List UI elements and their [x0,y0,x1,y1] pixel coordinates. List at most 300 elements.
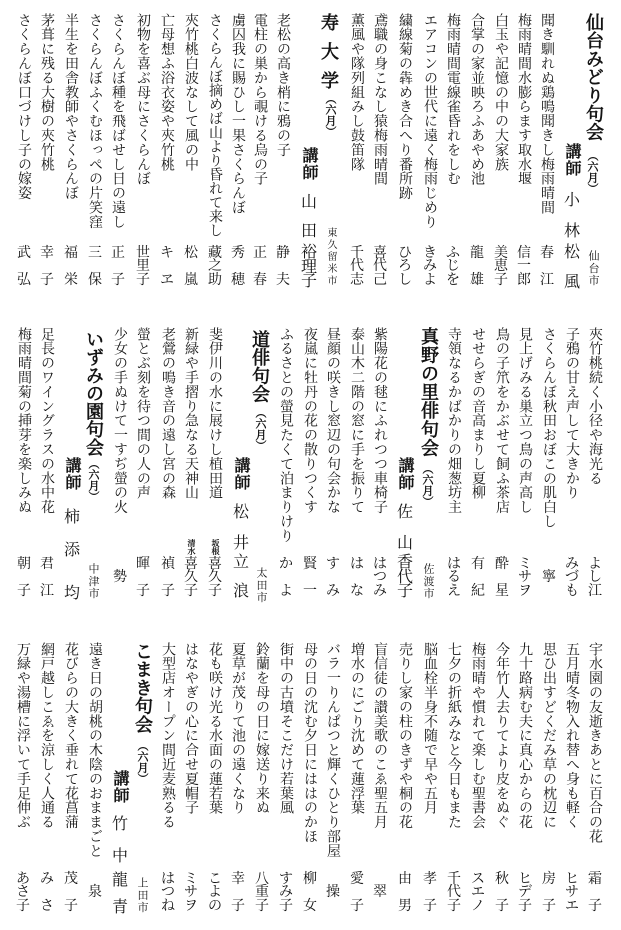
author-surname-prefix: 坂根 [211,539,220,555]
name-char: 代 [397,566,414,586]
haiku-author [39,558,55,598]
haiku-author [63,247,79,287]
name-char: ヲ [518,582,532,599]
name-char: 三 [88,245,102,261]
haiku-text: 万緑や湯槽に浮いて手足伸ぶ [15,642,31,830]
name-char: は [350,556,364,572]
name-char: 子 [350,897,364,914]
haiku-text: 電柱の巣から覗ける烏の子 [252,13,268,186]
haiku-entry [422,642,438,914]
haiku-author [325,873,341,913]
name-char: 朝 [17,556,31,572]
name-char: 志 [350,271,364,288]
name-char: 裕 [301,242,318,261]
band-bottom [0,642,621,916]
haiku-author [254,873,270,913]
name-char: 千 [447,871,461,887]
name-char: ノ [471,897,485,914]
name-char: し [588,569,602,586]
city-name: 太田市 [255,567,268,604]
name-char: 青 [112,897,129,916]
haiku-text: 宇水園の友逝きあとに百合の花 [587,642,603,844]
name-char: 山 [397,533,414,552]
haiku-text: さくらんぼふくむほっぺの片笑窪 [87,13,103,229]
haiku-entry [183,642,199,914]
name-char: 泉 [88,884,102,901]
name-char: 幸 [231,871,245,887]
name-char: 浪 [233,581,250,600]
lecturer-surname [233,502,250,552]
haiku-entry [278,642,294,914]
name-char: す [279,871,293,887]
haiku-text: 花も咲け光る水面の蓮若葉 [207,642,223,815]
haiku-entry [207,642,223,914]
haiku-author [230,247,246,287]
haiku-author [183,247,199,287]
name-char: 弘 [17,271,31,288]
name-char: 有 [471,556,485,572]
haiku-entry [516,13,532,288]
haiku-text: 虜囚我に賜ひし一果さくらんぼ [230,13,246,215]
name-char: 一 [517,258,531,275]
name-char: 茂 [64,871,78,887]
name-char: 操 [326,884,340,901]
haiku-author [278,558,294,598]
haiku-entry [517,327,533,599]
haiku-text: 繍線菊の犇めき合へり番所跡 [397,13,413,201]
name-char: 重 [255,884,269,901]
name-char: は [373,556,387,572]
haiku-entry [183,327,199,599]
haiku-entry [564,642,580,914]
haiku-author [160,558,176,598]
name-char: 寧 [542,569,556,586]
name-char: 小 [564,190,581,209]
name-char: 愛 [350,871,364,887]
section-month: （六月） [421,463,434,507]
haiku-author [517,558,533,598]
haiku-author [87,873,103,913]
haiku-text: 梅雨晴間菊の挿芽を楽しみぬ [16,327,32,515]
haiku-author [372,247,388,287]
name-char: 久 [184,569,198,586]
name-char: 郎 [517,271,531,288]
haiku-entry [160,327,176,599]
haiku-entry [252,13,268,288]
haiku-text: 茅葺に残る大樹の夾竹桃 [39,13,55,172]
author-surname-prefix: 清水 [187,539,196,555]
name-char: み [279,884,293,901]
name-char: は [161,871,175,887]
lecturer-label: 講師 [111,770,130,804]
haiku-author [539,247,555,287]
name-char: 男 [398,897,412,914]
haiku-entry [372,642,388,901]
name-char: 女 [303,897,317,914]
haiku-author [446,558,462,598]
lecturer-surname [564,190,581,240]
haiku-entry [446,327,462,599]
haiku-entry [63,13,79,288]
name-char: は [447,556,461,572]
haiku-author [112,558,128,598]
haiku-author [470,873,486,913]
haiku-author [16,558,32,598]
haiku-text: 街中の古墳そこだけ若葉風 [278,642,294,815]
haiku-author [422,247,438,287]
haiku-author [349,247,365,287]
haiku-author [517,873,533,913]
lecturer-given-name [112,870,129,916]
haiku-author [207,247,223,287]
haiku-author [349,873,365,913]
name-char: 霜 [588,871,602,887]
haiku-entry [422,13,438,288]
name-char: る [447,569,461,586]
haiku-text: さくらんぼ口づけし子の嫁姿 [16,13,32,201]
haiku-text: 梅雨晴間水膨らます取水堰 [516,13,532,186]
haiku-entry [87,13,103,288]
name-char: よ [423,271,437,288]
haiku-entry [541,642,557,914]
name-char: 子 [447,897,461,914]
haiku-entry [397,13,413,288]
haiku-entry [445,13,461,288]
name-char: み [326,582,340,599]
name-char: 房 [542,871,556,887]
name-char: エ [565,897,579,914]
haiku-text: 泰山木二階の窓に手を振りて [349,327,365,515]
haiku-author [183,558,199,598]
haiku-entry [87,642,103,901]
haiku-text: ふるさとの螢見たくて泊まりけり [278,327,294,543]
name-char: ヲ [184,897,198,914]
name-char: 江 [588,582,602,599]
name-char: あ [16,871,30,887]
haiku-author [422,873,438,913]
haiku-entry [397,642,413,914]
haiku-author [587,873,603,913]
name-char: よ [208,884,222,901]
name-char: 柿 [64,507,81,526]
name-char: 孝 [423,871,437,887]
haiku-author [135,247,151,287]
name-char: 由 [398,871,412,887]
name-char: 世 [136,245,150,261]
name-char: 正 [111,245,125,261]
name-char: 江 [540,271,554,288]
name-char: み [423,258,437,275]
name-char: 代 [373,258,387,275]
section-month: （六月） [586,150,599,194]
name-char: 己 [373,271,387,288]
name-char: ろ [398,258,412,275]
name-char: 藏 [208,245,222,261]
name-char: 江 [40,582,54,599]
name-char: づ [565,569,579,586]
name-char: 代 [350,258,364,275]
haiku-text: 老鶯の鳴き音の遠し宮の森 [160,327,176,500]
haiku-text: 梅雨晴間電線雀昏れをしむ [445,13,461,186]
haiku-text: 合掌の家並映ろふあやめ池 [469,13,485,186]
name-char: 理 [301,256,318,276]
name-char: 子 [17,582,31,599]
name-char: ふ [446,245,460,261]
haiku-author [587,558,603,598]
name-char: 喜 [208,556,222,572]
haiku-text: 鳥の子笊をかぶせて飼ふ茶店 [494,327,510,515]
city-name: 東久留米市 [325,227,336,287]
haiku-entry [16,13,32,288]
name-char: サ [184,884,198,901]
name-char: 武 [17,245,31,261]
haiku-entry [302,642,318,914]
haiku-entry [278,327,294,599]
haiku-author [159,247,175,287]
name-char: 賢 [303,556,317,572]
name-char: 八 [255,871,269,887]
haiku-entry [39,642,55,914]
name-char: え [447,582,461,599]
haiku-author [87,247,103,287]
haiku-text: 七夕の折紙みなと今日もまた [446,642,462,830]
name-char: ヱ [160,271,174,288]
band-top [0,13,621,291]
name-char: 子 [255,897,269,914]
name-char: き [423,245,437,261]
name-char: 喜 [184,556,198,572]
haiku-entry [135,327,151,599]
name-char: を [446,271,460,288]
haiku-entry [564,327,580,599]
name-char: 子 [518,897,532,914]
haiku-text: 昼顔の咲きし窓辺の句会かな [325,327,341,515]
city-name: 仙台市 [587,250,600,287]
haiku-author [493,247,509,287]
haiku-text: 五月晴冬物入れ替へ身も軽く [564,642,580,830]
haiku-entry [63,642,79,914]
name-char: 子 [64,897,78,914]
name-char: 子 [161,582,175,599]
name-char: こ [208,871,222,887]
name-char: 夫 [276,271,290,288]
haiku-entry [587,327,603,599]
haiku-text: 初物を喜ぶ母にさくらんぼ [135,13,151,186]
haiku-text: 紫陽花の毬にふれつつ車椅子 [372,327,388,515]
name-char: 代 [447,884,461,901]
lecturer-given-name [64,555,80,600]
name-char: 井 [233,533,250,552]
section-title: いずみの園句会 [83,330,104,456]
haiku-text: 半生を田舎教師やさくらんぼ [63,13,79,201]
name-char: 松 [184,245,198,261]
haiku-entry [207,13,223,288]
haiku-text: せせらぎの音高まりし夏柳 [470,327,486,500]
haiku-author [183,873,199,913]
name-char: 子 [136,271,150,288]
haiku-text: 増水のにごり沈めて蓮浮葉 [349,642,365,815]
haiku-author [564,873,580,913]
haiku-text: 盲信徒の讃美歌のこゑ聖五月 [372,642,388,830]
haiku-text: 母の日の沈む夕日にははのかほ [302,642,318,844]
haiku-text: 夏草が茂りて池の遠くなり [230,642,246,815]
haiku-text: 老松の高き梢に鴉の子 [275,13,291,157]
name-char: ミ [184,871,198,887]
haiku-author [397,247,413,287]
section-month: （六月） [324,93,337,137]
haiku-author [446,873,462,913]
haiku-entry [302,327,318,599]
haiku-entry [493,13,509,288]
haiku-entry [325,642,341,901]
haiku-text: 網戸越しこゑを涼しく人通る [39,642,55,830]
name-char: 保 [88,271,102,288]
haiku-entry [446,642,462,914]
haiku-author [494,873,510,913]
name-char: 子 [279,897,293,914]
lecturer-label: 講師 [232,457,251,491]
haiku-text: 夾竹桃白波なして風の中 [183,13,199,172]
haiku-entry [541,327,557,586]
haiku-text: 夜嵐に牡丹の花の散りつくす [302,327,318,515]
name-char: つ [161,884,175,901]
haiku-entry [254,642,270,914]
section-month: （六月） [254,407,267,451]
name-char: 子 [494,271,508,288]
haiku-author [564,558,580,598]
name-char: 禎 [161,556,175,572]
name-char: 子 [208,582,222,599]
name-char: か [279,556,293,572]
haiku-entry [230,13,246,288]
haiku-author [516,247,532,287]
name-char: 林 [564,221,581,240]
name-char: 香 [397,552,414,571]
lecturer-given-name [397,552,414,600]
name-char: 紀 [471,582,485,599]
haiku-author [39,873,55,913]
haiku-author [207,558,223,598]
name-char: 風 [564,272,581,291]
haiku-author [275,247,291,287]
name-char: エ [471,884,485,901]
haiku-text: 売りし家の柱のきずや桐の花 [397,642,413,830]
haiku-text: 鈴蘭を母の日に嫁送り来ぬ [254,642,270,815]
lecturer-given-name [233,552,250,600]
haiku-entry [110,13,126,288]
lecturer-surname [397,502,414,552]
haiku-entry [16,327,32,599]
section-title: 真野の里俳句会 [418,327,439,458]
name-char: 美 [494,245,508,261]
haiku-text: 思ひ出すどくだみ草の枕辺に [541,642,557,830]
haiku-entry [372,327,388,599]
name-char: 栄 [64,271,78,288]
name-char: 春 [253,271,267,288]
name-char: 子 [231,897,245,914]
haiku-text: 寺領なるかばかりの畑葱坊主 [446,327,462,515]
name-char: 子 [136,582,150,599]
haiku-entry [469,13,485,288]
name-char: 佐 [397,502,414,521]
name-char: 春 [540,245,554,261]
name-char: 暉 [136,556,150,572]
name-char: 喜 [373,245,387,261]
haiku-text: 夾竹桃続く小径や海光る [587,327,603,486]
name-char: デ [518,884,532,901]
name-char: 秀 [231,245,245,261]
haiku-text: 螢とぶ刻を待つ間の人の声 [135,327,151,500]
section-month: （六月） [87,458,100,502]
haiku-author [230,873,246,913]
name-char: よ [588,556,602,572]
lecturer-label: 講師 [563,143,582,177]
haiku-author [494,558,510,598]
name-char: 子 [397,581,414,600]
haiku-entry [159,13,175,288]
haiku-text: 白玉や記憶の中の大家族 [493,13,509,172]
haiku-text: エアコンの世代に遠く梅雨じめり [422,13,438,229]
name-char: 信 [517,245,531,261]
lecturer-label: 講師 [396,457,415,491]
haiku-text: 新緑や手摺り急なる天神山 [183,327,199,500]
name-char: ね [161,897,175,914]
name-char: 酔 [495,556,509,572]
name-char: よ [279,582,293,599]
name-char: じ [446,258,460,275]
name-char: 子 [495,897,509,914]
haiku-entry [539,13,555,288]
name-char: 子 [111,271,125,288]
name-char: 龍 [112,870,129,889]
haiku-entry [349,13,365,288]
name-char: も [565,582,579,599]
haiku-text: さくらんぼ摘めば山より昏れて来し [207,13,223,237]
name-char: 立 [233,552,250,571]
haiku-entry [230,642,246,914]
name-char: 久 [208,569,222,586]
name-char: 里 [136,258,150,275]
name-char: 子 [16,897,30,914]
name-char: ひ [398,245,412,261]
haiku-author [15,873,31,913]
haiku-entry [349,327,365,599]
section-title: 寿大学 [318,13,339,100]
name-char: 助 [208,271,222,288]
haiku-entry [470,327,486,599]
name-char: 君 [40,556,54,572]
name-char: 龍 [470,245,484,261]
name-char: 秋 [495,871,509,887]
haiku-text: 少女の手ぬけて一すぢ螢の火 [112,327,128,515]
name-char: ヒ [565,871,579,887]
haiku-text: 斐伊川の水に展けし植田道 [207,327,223,500]
haiku-entry [349,642,365,914]
name-char: 松 [233,502,250,521]
name-char: 子 [184,582,198,599]
name-char: 柳 [303,871,317,887]
haiku-text: はなやぎの心に合せ夏帽子 [183,642,199,815]
haiku-entry [135,13,151,288]
name-char: し [398,271,412,288]
haiku-author [541,873,557,913]
haiku-text: 遠き日の胡桃の木陰のおままごと [87,642,103,858]
name-char: 松 [564,242,581,261]
name-char: 翠 [373,884,387,901]
haiku-entry [517,642,533,914]
band-middle [0,327,621,604]
haiku-text: 今年竹人去りてより皮をぬぐ [494,642,510,830]
